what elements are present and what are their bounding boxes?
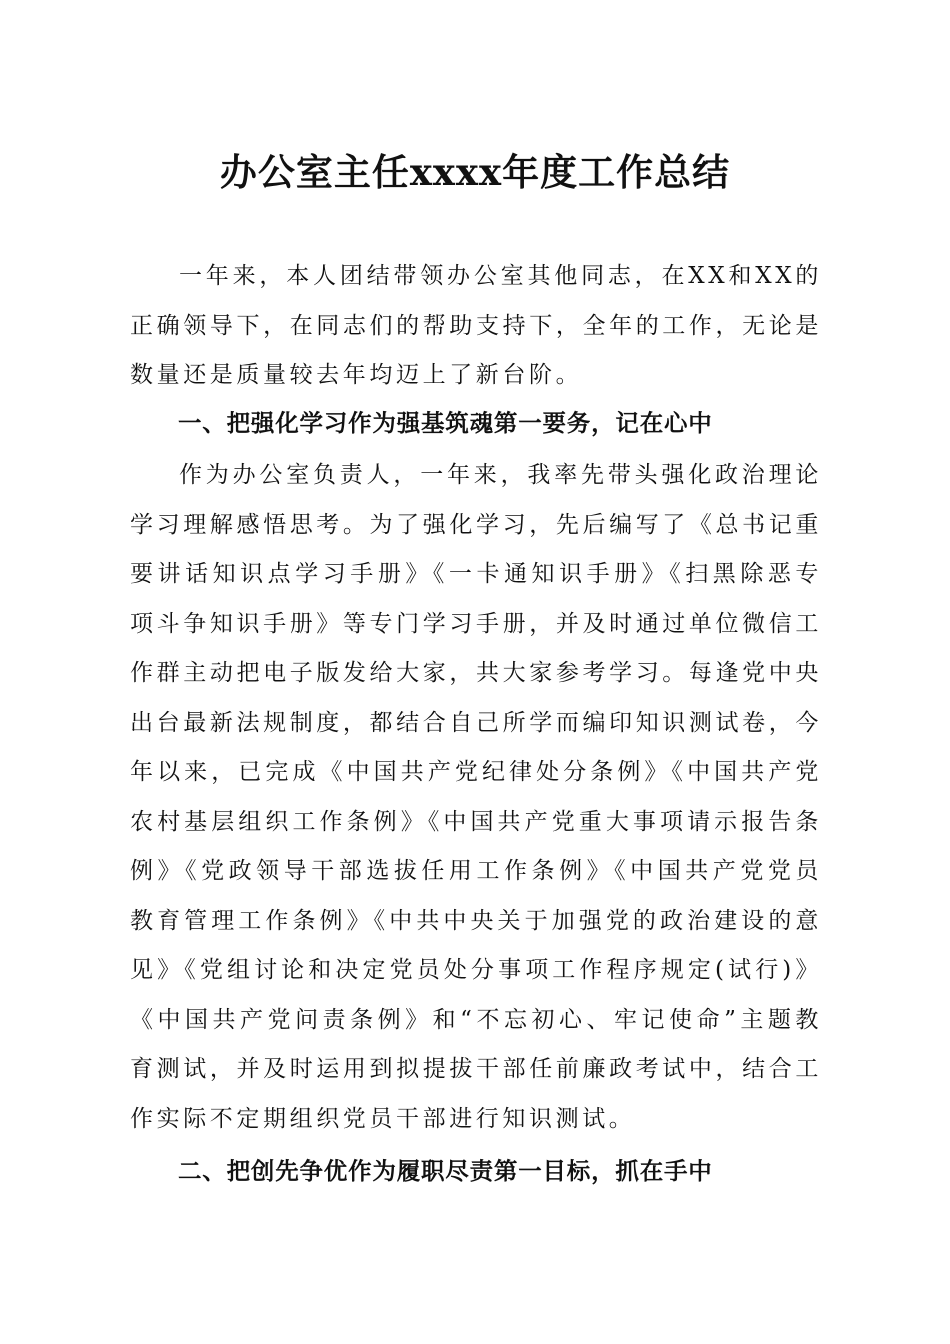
section-1-heading: 一、把强化学习作为强基筑魂第一要务，记在心中 bbox=[178, 409, 713, 437]
document-title: 办公室主任xxxx年度工作总结 bbox=[219, 150, 731, 194]
section-2-heading: 二、把创先争优作为履职尽责第一目标，抓在手中 bbox=[178, 1157, 713, 1185]
intro-paragraph: 一年来，本人团结带领办公室其他同志，在XX和XX的正确领导下，在同志们的帮助支持下，全年的工作，无论是数量还是质量较去年均迈上了新台阶。 bbox=[130, 263, 822, 388]
section-1-paragraph: 作为办公室负责人，一年来，我率先带头强化政治理论学习理解感悟思考。为了强化学习，先后编写了《总书记重要讲话知识点学习手册》《一卡通知识手册》《扫黑除恶专项斗争知识手册》等专门学习手册，并及时通过单位微信工作群主动把电子版发给大家，共大家参考学习。每逢党中央出台最新法规制度，都结合自己所学而编印知识测试卷，今年以来，已完成《中国共产党纪律处分条例》《中国共产党农村基层组织工作条例》《中国共产党重大事项请示报告条例》《党政领导干部选拔任用工作条例》《中国共产党党员教育管理工作条例》《中共中央关于加强党的政治建设的意见》《党组讨论和决定党员处分事项工作程序规定(试行)》《中国共产党问责条例》和“不忘初心、牢记使命”主题教育测试，并及时运用到拟提拔干部任前廉政考试中，结合工作实际不定期组织党员干部进行知识测试。 bbox=[130, 462, 822, 1132]
